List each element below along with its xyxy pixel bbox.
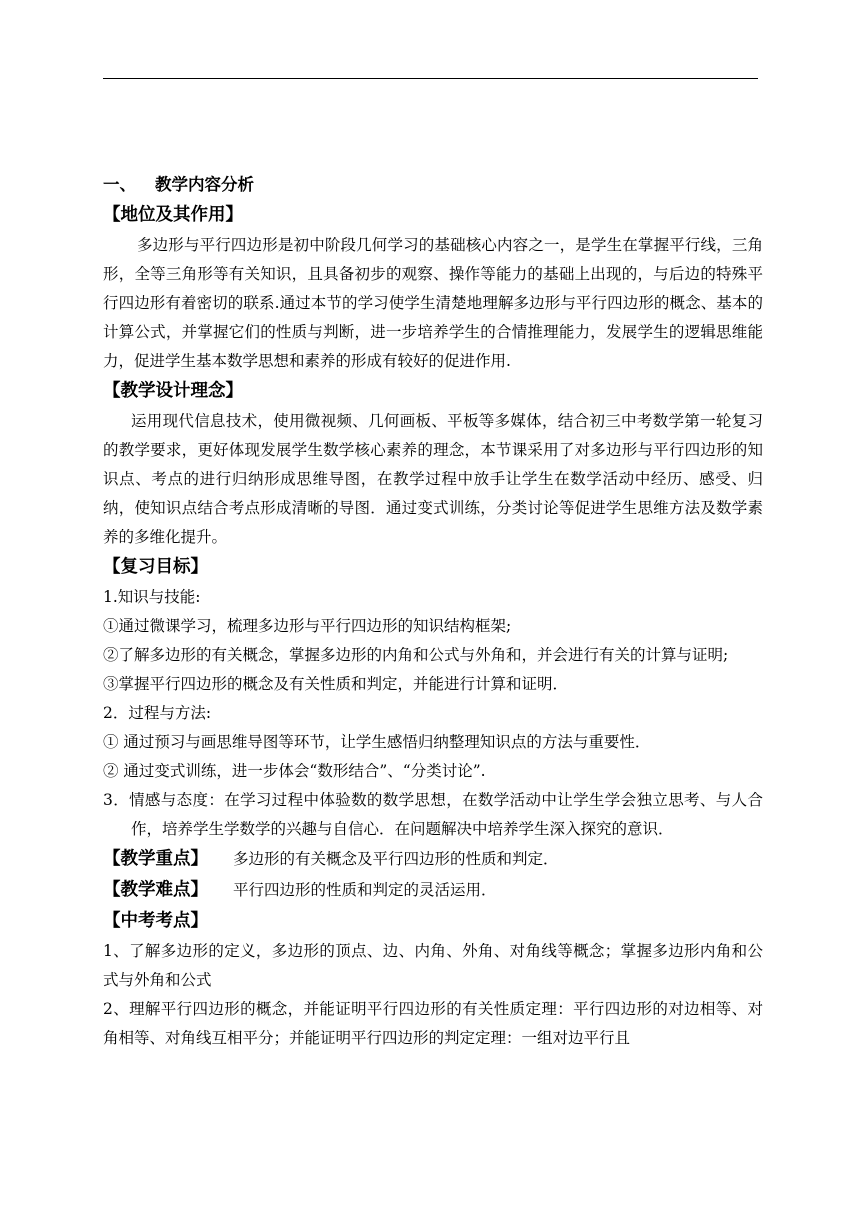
position-heading: 【地位及其作用】: [103, 205, 243, 225]
difficulty-heading: 【教学难点】: [103, 880, 208, 900]
key-point-row: [103, 844, 763, 875]
section-title-text: 教学内容分析: [155, 175, 254, 194]
exam-heading: 【中考考点】: [103, 911, 208, 931]
goal2-item-a: ① 通过预习与画思维导图等环节，让学生感悟归纳整理知识点的方法与重要性．: [103, 733, 651, 751]
goal1-item-c: ③掌握平行四边形的概念及有关性质和判定，并能进行计算和证明．: [103, 675, 569, 693]
goal3-item: 3．情感与态度：在学习过程中体验数的数学思想，在数学活动中让学生学会独立思考、与人合作，培养学生学数学的兴趣与自信心．在问题解决中培养学生深入探究的意识．: [103, 791, 763, 838]
goal1-title: 1.知识与技能:: [103, 588, 201, 606]
section-number: 一、: [103, 175, 136, 194]
design-paragraph: 运用现代信息技术，使用微视频、几何画板、平板等多媒体，结合初三中考数学第一轮复习的教学要求，更好体现发展学生数学核心素养的理念，本节课采用了对多边形与平行四边形的知识点、考点的进行归纳形成思维导图，在教学过程中放手让学生在数学活动中经历、感受、归纳，使知识点结合考点形成清晰的导图．通过变式训练，分类讨论等促进学生思维方法及数学素养的多维化提升。: [103, 412, 763, 546]
goal1-item-b: ②了解多边形的有关概念，掌握多边形的内角和公式与外角和，并会进行有关的计算与证明;: [103, 646, 729, 664]
goal2-item-b: ② 通过变式训练，进一步体会“数形结合”、“分类讨论”.: [103, 762, 486, 780]
header-rule: [103, 78, 758, 79]
exam-item-2: 2、理解平行四边形的概念，并能证明平行四边形的有关性质定理：平行四边形的对边相等、对角相等、对角线互相平分；并能证明平行四边形的判定定理：一组对边平行且: [103, 1000, 763, 1047]
position-paragraph: 多边形与平行四边形是初中阶段几何学习的基础核心内容之一，是学生在掌握平行线，三角形，全等三角形等有关知识，且具备初步的观察、操作等能力的基础上出现的，与后边的特殊平行四边形有着密切的联系.通过本节的学习使学生清楚地理解多边形与平行四边形的概念、基本的计算公式，并掌握它们的性质与判断，进一步培养学生的合情推理能力，发展学生的逻辑思维能力，促进学生基本数学思想和素养的形成有较好的促进作用.: [103, 236, 763, 370]
key-point-text: 多边形的有关概念及平行四边形的性质和判定．: [233, 850, 559, 868]
document-body: [103, 168, 763, 1053]
difficulty-row: [103, 875, 763, 906]
key-point-heading: 【教学重点】: [103, 849, 208, 869]
goal1-item-a: ①通过微课学习，梳理多边形与平行四边形的知识结构框架;: [103, 617, 512, 635]
design-heading: 【教学设计理念】: [103, 381, 243, 401]
section-title: [103, 168, 763, 200]
exam-item-1: 1、了解多边形的定义，多边形的顶点、边、内角、外角、对角线等概念；掌握多边形内角和公式与外角和公式: [103, 942, 763, 989]
goal2-title: 2．过程与方法:: [103, 704, 212, 722]
goals-heading: 【复习目标】: [103, 557, 208, 577]
difficulty-text: 平行四边形的性质和判定的灵活运用．: [233, 881, 497, 899]
